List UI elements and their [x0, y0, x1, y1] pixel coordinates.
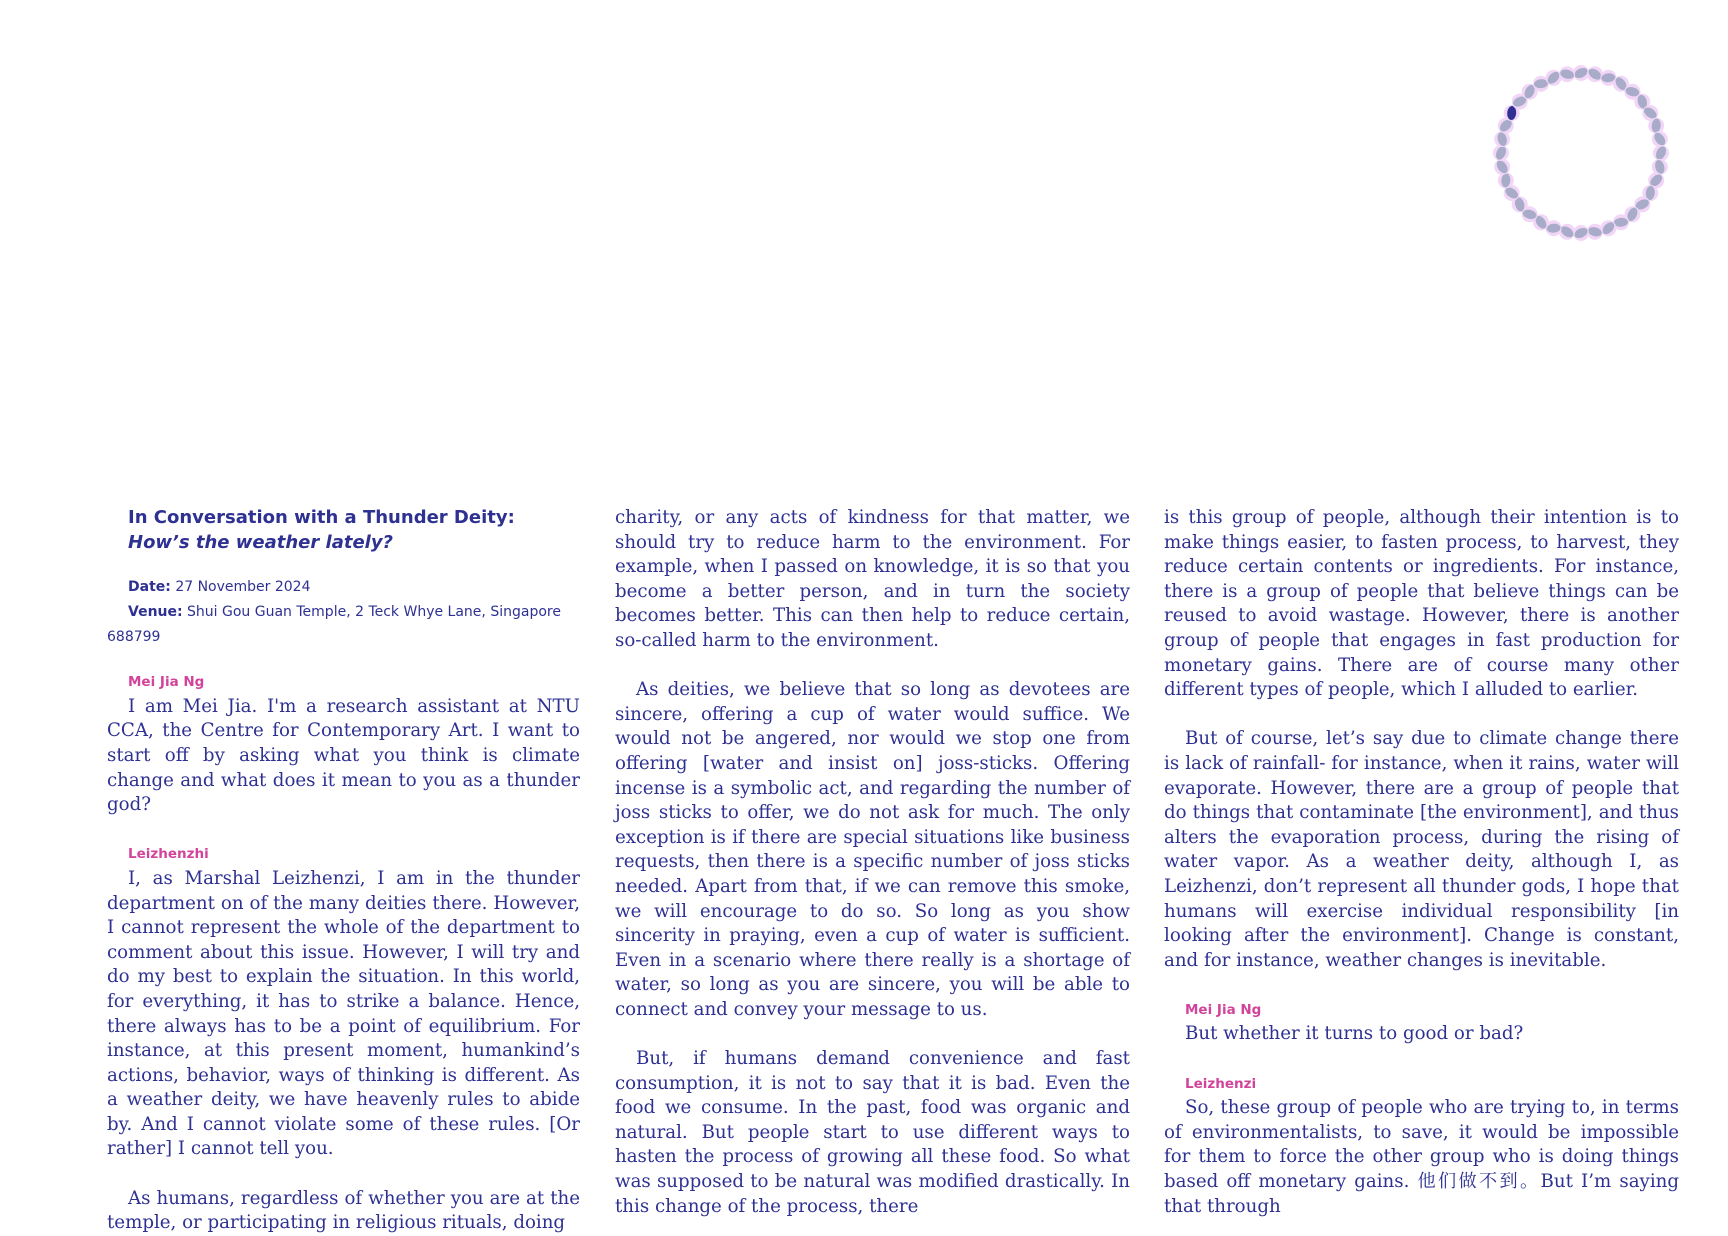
- column-3: [1164, 506, 1679, 1219]
- bead: [1587, 224, 1603, 240]
- dialogue-paragraph: As humans, regardless of whether you are at the temple, or participating in religious rituals, doing: [107, 1187, 580, 1234]
- bead: [1573, 65, 1589, 81]
- bead: [1559, 66, 1575, 82]
- prayer-bead-ring-icon: [1486, 58, 1676, 248]
- bead: [1494, 131, 1510, 147]
- speaker-name: Mei Jia Ng: [128, 674, 205, 691]
- dialogue-paragraph: But, if humans demand convenience and fast consumption, it is not to say that it is bad. Even the food we consume. In the past, food was organic and natural. But people start to use different ways to hasten the process of growing all these food. So what was supposed to be natural was modified drastically. In this change of the process, there: [615, 1048, 1130, 1217]
- date-line: [107, 575, 580, 600]
- speaker-name: Leizhenzi: [1185, 1075, 1257, 1092]
- dialogue-paragraph: is this group of people, although their intention is to make things easier, to fasten process, to harvest, they reduce certain contents or ingredients. For instance, there is a group of people that believe things can be reused to avoid wastage. However, there is another group of people that engages in fast production for monetary gains. There are of course many other different types of people, which I alluded to earlier.: [1164, 507, 1679, 701]
- dialogue-paragraph: I am Mei Jia. I'm a research assistant at NTU CCA, the Centre for Contemporary Art. I want to start off by asking what you think is climate change and what does it mean to you as a thunder god?: [107, 695, 580, 816]
- speaker-name: Mei Jia Ng: [1185, 1001, 1262, 1018]
- date-value: 27 November 2024: [175, 579, 311, 596]
- speaker-name: Leizhenzhi: [128, 846, 209, 863]
- bead: [1653, 145, 1669, 161]
- date-label: Date:: [128, 579, 171, 596]
- venue-line: [107, 600, 580, 650]
- bead: [1573, 225, 1589, 241]
- dialogue-paragraph: charity, or any acts of kindness for that matter, we should try to reduce harm to the environment. For example, when I passed on knowledge, it is so that you become a better person, and in turn the society becomes better. This can then help to reduce certain, so-called harm to the environment.: [615, 507, 1130, 651]
- venue-label: Venue:: [128, 604, 183, 621]
- article-title: In Conversation with a Thunder Deity:: [128, 507, 515, 528]
- bead: [1498, 172, 1514, 188]
- dialogue-paragraph: I, as Marshal Leizhenzi, I am in the thunder department on of the many deities there. However, I cannot represent the whole of the department to comment about this issue. However, I will try and do my best to explain the situation. In this world, for everything, it has to strike a balance. Hence, there always has to be a point of equilibrium. For instance, at this present moment, humankind’s actions, behavior, ways of thinking is different. As a weather deity, we have heavenly rules to abide by. And I cannot violate some of these rules. [Or rather] I cannot tell you.: [107, 867, 580, 1160]
- dialogue-paragraph: But whether it turns to good or bad?: [1185, 1023, 1524, 1045]
- venue-value: Shui Gou Guan Temple, 2 Teck Whye Lane, Singapore 688799: [107, 604, 561, 646]
- column-2: [615, 506, 1130, 1219]
- dialogue-paragraph: But of course, let’s say due to climate change there is lack of rainfall- for instance, when it rains, water will evaporate. However, there are a group of people that do things that contaminate [the environment], and thus alters the evaporation process, during the rising of water vapor. As a weather deity, although I, as Leizhenzi, don’t represent all thunder gods, I hope that humans will exercise individual responsibility [in looking after the environment]. Change is constant, and for instance, weather changes is inevitable.: [1164, 728, 1679, 971]
- column-1: [107, 506, 580, 1236]
- bead: [1648, 118, 1664, 134]
- bead: [1493, 145, 1509, 161]
- dialogue-paragraph: As deities, we believe that so long as devotees are sincere, offering a cup of water would suffice. We would not be angered, nor would we stop one from offering [water and insist on] joss-sticks. Offering incense is a symbolic act, and regarding the number of joss sticks to offer, we do not ask for much. The only exception is if there are special situations like business requests, then there is a specific number of joss sticks needed. Apart from that, if we can remove this smoke, we will encourage to do so. So long as you show sincerity in praying, even a cup of water is sufficient. Even in a scenario where there really is a shortage of water, so long as you are sincere, you will be able to connect and convey your message to us.: [615, 679, 1130, 1020]
- bead: [1652, 159, 1668, 175]
- dialogue-paragraph: So, these group of people who are trying to, in terms of environmentalists, to save, it would be impossible for them to force the other group who is doing things based off monetary gains. 他们做不到。But I’m saying that through: [1164, 1097, 1679, 1217]
- article-subtitle: How’s the weather lately?: [128, 531, 393, 553]
